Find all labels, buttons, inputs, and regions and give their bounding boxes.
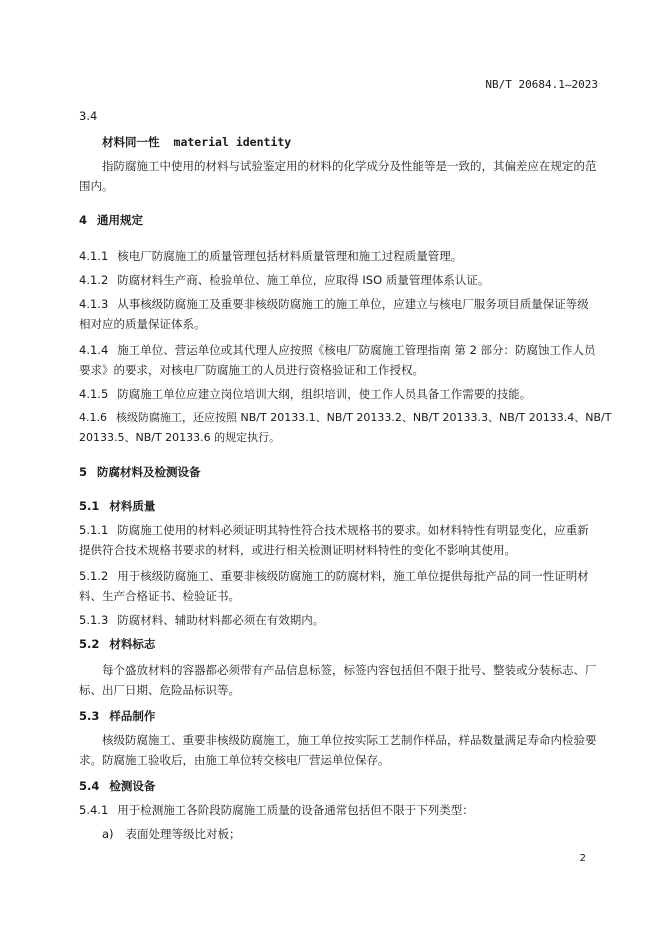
- clause-number: 5.1.2: [79, 569, 109, 583]
- clause-text: 防腐施工单位应建立岗位培训大纲，组织培训，使工作人员具备工作需要的技能。: [117, 387, 532, 401]
- clause-text: 用于核级防腐施工、重要非核级防腐施工的防腐材料，施工单位提供每批产品的同一性证明材: [117, 569, 589, 583]
- subsection-number: 5.4: [79, 779, 100, 793]
- subsection-5-3-heading: [79, 708, 155, 724]
- list-item-a: [102, 826, 241, 842]
- clause-number: 4.1.4: [79, 343, 109, 357]
- subsection-number: 5.2: [79, 637, 100, 651]
- clause-number: 5.4.1: [79, 803, 109, 817]
- subsection-5-1-heading: [79, 498, 155, 514]
- section-title: 防腐材料及检测设备: [97, 465, 201, 479]
- paragraph-5-3-line-2: 求。防腐施工验收后，由施工单位转交核电厂营运单位保存。: [79, 753, 390, 767]
- clause-number: 5.1.3: [79, 613, 109, 627]
- clause-5-1-2-cont: 料、生产合格证书、检验证书。: [79, 589, 240, 603]
- section-number: 4: [79, 213, 88, 227]
- clause-4-1-4-cont: 要求》的要求，对核电厂防腐施工的人员进行资格验证和工作授权。: [79, 363, 424, 377]
- list-text: 表面处理等级比对板；: [125, 827, 241, 841]
- clause-text: 施工单位、营运单位或其代理人应按照《核电厂防腐施工管理指南 第 2 部分：防腐蚀工作人员: [117, 343, 596, 357]
- subsection-number: 5.1: [79, 499, 100, 513]
- standard-number: NB/T 20684.1—2023: [485, 78, 598, 91]
- clause-4-1-1: [79, 248, 462, 264]
- subsection-title: 样品制作: [109, 709, 156, 723]
- term-definition-line-1: 指防腐施工中使用的材料与试验鉴定用的材料的化学成分及性能等是一致的，其偏差应在规定的范: [102, 159, 597, 173]
- term-zh: 材料同一性: [102, 135, 160, 149]
- subsection-5-4-heading: [79, 778, 155, 794]
- clause-text: 核电厂防腐施工的质量管理包括材料质量管理和施工过程质量管理。: [117, 249, 463, 263]
- clause-5-1-1-cont: 提供符合技术规格书要求的材料，或进行相关检测证明材料特性的变化不影响其使用。: [79, 543, 516, 557]
- clause-4-1-2: [79, 272, 489, 288]
- subsection-title: 材料标志: [109, 637, 156, 651]
- paragraph-5-2-line-1: 每个盛放材料的容器都必须带有产品信息标签，标签内容包括但不限于批号、整装或分装标志、厂: [102, 663, 597, 677]
- clause-4-1-5: [79, 386, 531, 402]
- subsection-5-2-heading: [79, 636, 155, 652]
- clause-4-1-3-cont: 相对应的质量保证体系。: [79, 317, 206, 331]
- section-3-4-number: 3.4: [79, 109, 98, 123]
- list-marker: a): [102, 827, 114, 841]
- clause-number: 4.1.6: [79, 411, 107, 424]
- clause-text: 核级防腐施工，还应按照 NB/T 20133.1、NB/T 20133.2、NB/T 20133.3、NB/T 20133.4、NB/T: [116, 411, 612, 424]
- clause-5-1-1: [79, 522, 589, 538]
- clause-4-1-4: [79, 342, 596, 358]
- page-number: 2: [579, 853, 586, 864]
- term-definition-line-2: 围内。: [79, 179, 114, 193]
- clause-number: 4.1.5: [79, 387, 109, 401]
- term-en: material identity: [173, 135, 292, 149]
- section-5-heading: [79, 464, 201, 480]
- clause-text: 从事核级防腐施工及重要非核级防腐施工的施工单位，应建立与核电厂服务项目质量保证等级: [117, 297, 589, 311]
- subsection-title: 材料质量: [109, 499, 156, 513]
- clause-text: 防腐施工使用的材料必须证明其特性符合技术规格书的要求。如材料特性有明显变化，应重新: [117, 523, 589, 537]
- clause-text: 用于检测施工各阶段防腐施工质量的设备通常包括但不限于下列类型：: [117, 803, 474, 817]
- section-number: 5: [79, 465, 88, 479]
- term-heading: [102, 134, 291, 150]
- clause-5-1-3: [79, 612, 324, 628]
- clause-5-1-2: [79, 568, 589, 584]
- clause-number: 4.1.3: [79, 297, 109, 311]
- subsection-title: 检测设备: [109, 779, 156, 793]
- paragraph-5-2-line-2: 标、出厂日期、危险品标识等。: [79, 683, 240, 697]
- section-title: 通用规定: [97, 213, 144, 227]
- subsection-number: 5.3: [79, 709, 100, 723]
- clause-4-1-6-cont: 20133.5、NB/T 20133.6 的规定执行。: [79, 431, 281, 444]
- clause-4-1-3: [79, 296, 589, 312]
- paragraph-5-3-line-1: 核级防腐施工、重要非核级防腐施工，施工单位按实际工艺制作样品，样品数量满足寿命内检验要: [102, 733, 597, 747]
- section-4-heading: [79, 212, 143, 228]
- clause-number: 4.1.2: [79, 273, 109, 287]
- clause-number: 4.1.1: [79, 249, 109, 263]
- clause-text: 防腐材料生产商、检验单位、施工单位，应取得 ISO 质量管理体系认证。: [117, 273, 490, 287]
- clause-number: 5.1.1: [79, 523, 109, 537]
- clause-4-1-6: [79, 410, 611, 426]
- clause-5-4-1: [79, 802, 474, 818]
- clause-text: 防腐材料、辅助材料都必须在有效期内。: [117, 613, 325, 627]
